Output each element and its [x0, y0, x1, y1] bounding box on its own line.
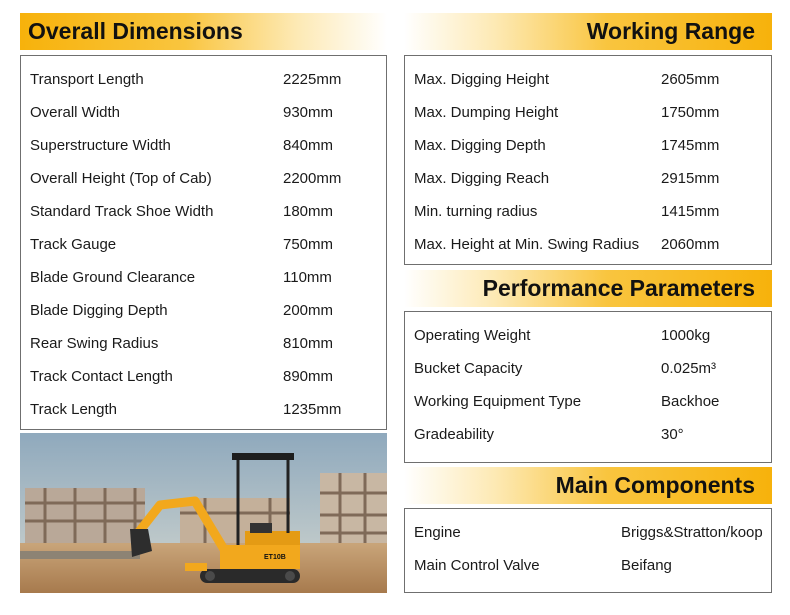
spec-label: Main Control Valve	[414, 557, 540, 574]
spec-value: 890mm	[283, 368, 334, 385]
main-components-table	[404, 508, 772, 593]
spec-label: Standard Track Shoe Width	[30, 203, 214, 220]
spec-label: Transport Length	[30, 71, 144, 88]
spec-label: Working Equipment Type	[414, 393, 582, 410]
spec-value: 2225mm	[283, 71, 342, 88]
spec-row	[21, 129, 386, 162]
spec-value: 1750mm	[661, 104, 720, 121]
spec-value: 0.025m³	[661, 360, 717, 377]
spec-value: 750mm	[283, 236, 334, 253]
spec-label: Rear Swing Radius	[30, 335, 159, 352]
spec-value: 1000kg	[661, 327, 711, 344]
spec-row	[21, 261, 386, 294]
spec-label: Superstructure Width	[30, 137, 171, 154]
spec-label: Track Gauge	[30, 236, 117, 253]
spec-row	[21, 294, 386, 327]
excavator-photo-svg	[20, 433, 387, 593]
spec-value: 1745mm	[661, 137, 720, 154]
excavator-photo	[20, 433, 387, 593]
spec-row	[405, 96, 771, 129]
spec-row	[405, 195, 771, 228]
performance-parameters-table	[404, 311, 772, 463]
spec-label: Engine	[414, 524, 461, 541]
spec-row	[405, 385, 771, 418]
spec-row	[405, 352, 771, 385]
spec-value: 2915mm	[661, 170, 720, 187]
spec-value: Beifang	[621, 557, 672, 574]
spec-row	[21, 393, 386, 426]
spec-label: Min. turning radius	[414, 203, 538, 220]
spec-label: Overall Height (Top of Cab)	[30, 170, 212, 187]
spec-value: 30°	[661, 426, 684, 443]
performance-parameters-header: Performance Parameters	[404, 270, 772, 307]
spec-value: 930mm	[283, 104, 334, 121]
spec-label: Max. Digging Depth	[414, 137, 546, 154]
spec-label: Overall Width	[30, 104, 121, 121]
spec-row	[405, 418, 771, 451]
spec-value: 110mm	[283, 269, 332, 286]
spec-value: 2200mm	[283, 170, 342, 187]
spec-value: 180mm	[283, 203, 334, 220]
spec-row	[21, 195, 386, 228]
spec-value: Briggs&Stratton/koop	[621, 524, 763, 541]
overall-dimensions-header: Overall Dimensions	[20, 13, 387, 50]
spec-value: 840mm	[283, 137, 334, 154]
spec-label: Max. Dumping Height	[414, 104, 559, 121]
spec-value: 2605mm	[661, 71, 720, 88]
spec-value: 810mm	[283, 335, 334, 352]
spec-row	[405, 516, 771, 549]
spec-label: Max. Digging Reach	[414, 170, 550, 187]
spec-row	[21, 162, 386, 195]
spec-label: Gradeability	[414, 426, 495, 443]
spec-row	[405, 319, 771, 352]
spec-row	[21, 360, 386, 393]
spec-value: 1415mm	[661, 203, 720, 220]
spec-row	[405, 129, 771, 162]
spec-row	[405, 228, 771, 261]
spec-value: 1235mm	[283, 401, 342, 418]
working-range-header: Working Range	[404, 13, 772, 50]
spec-value: 2060mm	[661, 236, 720, 253]
spec-row	[405, 63, 771, 96]
spec-label: Operating Weight	[414, 327, 531, 344]
spec-value: 200mm	[283, 302, 334, 319]
spec-label: Blade Ground Clearance	[30, 269, 196, 286]
spec-row	[405, 549, 771, 582]
overall-dimensions-table	[20, 55, 387, 430]
spec-label: Bucket Capacity	[414, 360, 523, 377]
spec-label: Track Contact Length	[30, 368, 173, 385]
spec-row	[21, 63, 386, 96]
spec-row	[21, 96, 386, 129]
spec-label: Max. Height at Min. Swing Radius	[414, 236, 640, 253]
spec-label: Max. Digging Height	[414, 71, 550, 88]
working-range-table	[404, 55, 772, 265]
main-components-header: Main Components	[404, 467, 772, 504]
spec-row	[21, 228, 386, 261]
spec-value: Backhoe	[661, 393, 720, 410]
spec-label: Track Length	[30, 401, 117, 418]
machine-badge: ET10B	[264, 554, 286, 561]
spec-label: Blade Digging Depth	[30, 302, 168, 319]
spec-row	[405, 162, 771, 195]
spec-row	[21, 327, 386, 360]
